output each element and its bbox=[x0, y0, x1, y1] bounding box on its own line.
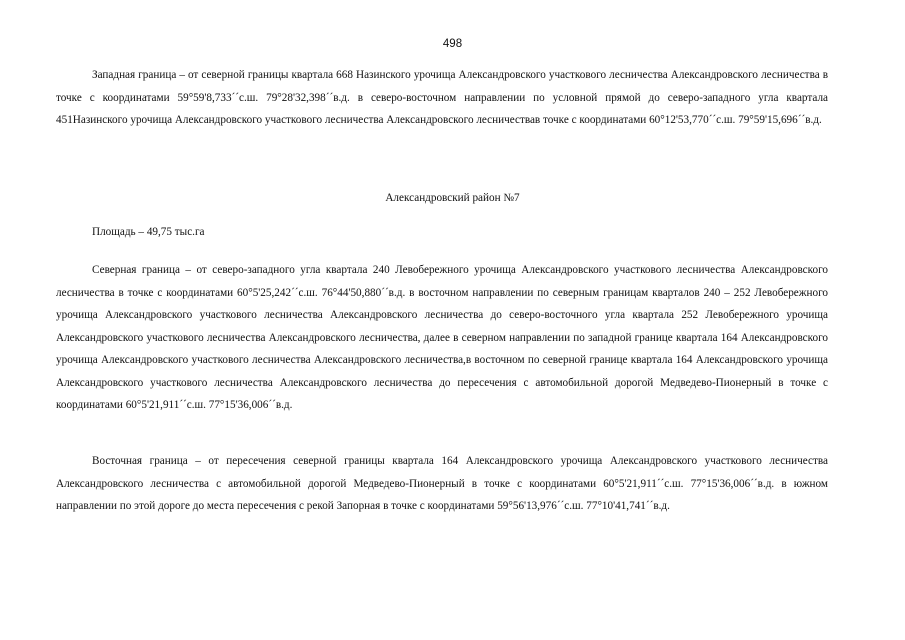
northern-border-paragraph: Северная граница – от северо-западного угла квартала 240 Левобережного урочища Александровского участкового лесничества Александровского лесничества в точке с координатами 60°5'25,242´´с.ш. 76°44'50,880´´в.д. в восточном направлении по северным границам кварталов 240 – 252 Левобережного урочища Александровского участкового лесничества Александровского лесничества до северо-восточного угла квартала 252 Левобережного урочища Александровского участкового лесничества Александровского лесничества, далее в северном направлении по западной границе квартала 164 Александровского урочища Александровского участкового лесничества Александровского лесничества,в восточном по северной границе квартала 164 Александровского урочища Александровского участкового лесничества Александровского лесничества до пересечения с автомобильной дорогой Медведево-Пионерный в точке с координатами 60°5'21,911´´с.ш. 77°15'36,006´´в.д. bbox=[56, 264, 828, 411]
western-border-paragraph: Западная граница – от северной границы квартала 668 Назинского урочища Александровского участкового лесничества Александровского лесничества в точке с координатами 59°59'8,733´´с.ш. 79°28'32,398´´в.д. в северо-восточном направлении по условной прямой до северо-западного угла квартала 451Назинского урочища Александровского участкового лесничества Александровского лесничествав точке с координатами 60°12'53,770´´с.ш. 79°59'15,696´´в.д. bbox=[56, 69, 828, 126]
page-number: 498 bbox=[442, 38, 463, 50]
area-line: Площадь – 49,75 тыс.га bbox=[92, 226, 205, 238]
section-heading: Александровский район №7 bbox=[385, 192, 520, 204]
eastern-border-paragraph: Восточная граница – от пересечения северной границы квартала 164 Александровского урочища Александровского участкового лесничества Александровского лесничества с автомобильной дорогой Медведево-Пионерный в точке с координатами 60°5'21,911´´с.ш. 77°15'36,006´´в.д. в южном направлении по этой дороге до места пересечения с рекой Запорная в точке с координатами 59°56'13,976´´с.ш. 77°10'41,741´´в.д. bbox=[56, 455, 828, 512]
